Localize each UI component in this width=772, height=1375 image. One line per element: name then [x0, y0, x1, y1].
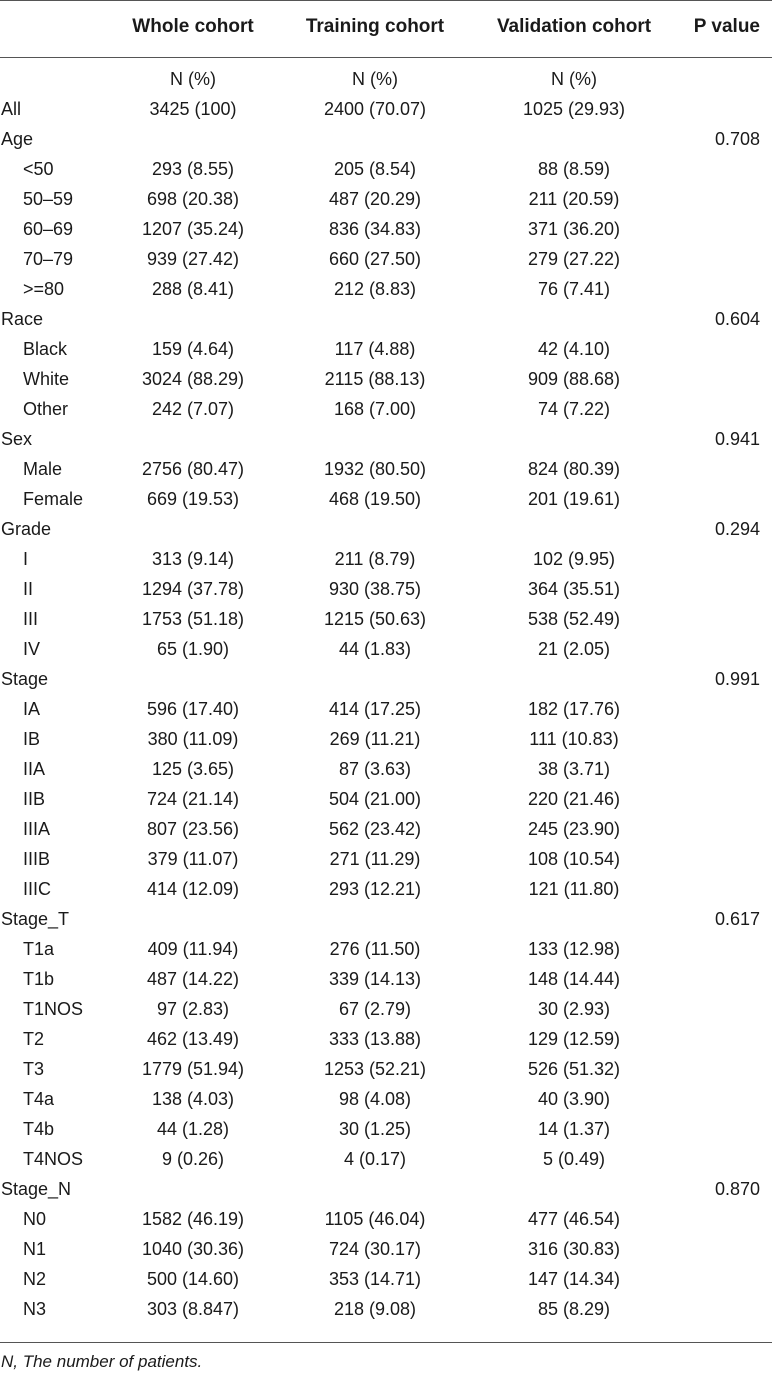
- row-label: IB: [23, 729, 41, 749]
- table-row: [0, 694, 772, 724]
- cell-whole-cohort: 1753 (51.18): [141, 609, 245, 629]
- cell-whole-cohort: 487 (14.22): [146, 969, 240, 989]
- cell-whole-cohort: 303 (8.847): [146, 1299, 240, 1319]
- cell-validation-cohort: 129 (12.59): [527, 1029, 621, 1049]
- table-row: [0, 634, 772, 664]
- table-row: [0, 424, 772, 454]
- cell-training-cohort: 487 (20.29): [328, 189, 422, 209]
- row-label: T4b: [23, 1119, 55, 1139]
- row-label: <50: [23, 159, 54, 179]
- row-label: T4a: [23, 1089, 55, 1109]
- cell-training-cohort: 44 (1.83): [338, 639, 412, 659]
- table-row: [0, 574, 772, 604]
- row-label: T4NOS: [23, 1149, 84, 1169]
- cell-training-cohort: 218 (9.08): [333, 1299, 417, 1319]
- cell-whole-cohort: 293 (8.55): [151, 159, 235, 179]
- header-validation-cohort: Validation cohort: [496, 16, 652, 37]
- cell-whole-cohort: 44 (1.28): [156, 1119, 230, 1139]
- cell-whole-cohort: 380 (11.09): [147, 729, 239, 749]
- cell-p-value: 0.708: [714, 129, 760, 149]
- table-row: [0, 844, 772, 874]
- cell-training-cohort: 205 (8.54): [333, 159, 417, 179]
- cell-whole-cohort: 409 (11.94): [147, 939, 239, 959]
- cell-validation-cohort: 371 (36.20): [527, 219, 621, 239]
- table-row: [0, 1084, 772, 1114]
- cell-whole-cohort: 1040 (30.36): [141, 1239, 245, 1259]
- cell-whole-cohort: 500 (14.60): [146, 1269, 240, 1289]
- cell-validation-cohort: 121 (11.80): [528, 879, 620, 899]
- table-row: [0, 874, 772, 904]
- table-row: [0, 394, 772, 424]
- cell-validation-cohort: 909 (88.68): [527, 369, 621, 389]
- cell-validation-cohort: 526 (51.32): [527, 1059, 621, 1079]
- table-footnote: N, The number of patients.: [1, 1352, 203, 1371]
- cell-validation-cohort: 316 (30.83): [527, 1239, 621, 1259]
- cell-whole-cohort: 3425 (100): [149, 99, 237, 119]
- table-row: [0, 1114, 772, 1144]
- cell-validation-cohort: 74 (7.22): [537, 399, 611, 419]
- cell-whole-cohort: 313 (9.14): [151, 549, 235, 569]
- table-row: [0, 604, 772, 634]
- cell-whole-cohort: 724 (21.14): [146, 789, 240, 809]
- cell-training-cohort: 276 (11.50): [329, 939, 421, 959]
- cell-training-cohort: 168 (7.00): [333, 399, 417, 419]
- table-row: [0, 784, 772, 814]
- table-row: [0, 1174, 772, 1204]
- table-row: [0, 1294, 772, 1324]
- cell-whole-cohort: 1582 (46.19): [141, 1209, 245, 1229]
- table-row: [0, 1054, 772, 1084]
- table-row: [0, 814, 772, 844]
- cell-training-cohort: 2115 (88.13): [324, 369, 426, 389]
- cell-validation-cohort: 538 (52.49): [527, 609, 621, 629]
- header-training-cohort: Training cohort: [305, 16, 445, 37]
- table-header: [0, 0, 772, 57]
- row-label: IIIB: [23, 849, 51, 869]
- cell-training-cohort: 98 (4.08): [338, 1089, 412, 1109]
- cell-training-cohort: 504 (21.00): [328, 789, 422, 809]
- cell-whole-cohort: 2756 (80.47): [141, 459, 245, 479]
- cell-training-cohort: 333 (13.88): [328, 1029, 422, 1049]
- cell-training-cohort: 293 (12.21): [328, 879, 422, 899]
- cell-whole-cohort: 1207 (35.24): [141, 219, 245, 239]
- header-whole-cohort: Whole cohort: [132, 16, 254, 37]
- cell-whole-cohort: 9 (0.26): [161, 1149, 225, 1169]
- row-label: N3: [23, 1299, 47, 1319]
- row-label: IA: [23, 699, 41, 719]
- table-row: [0, 484, 772, 514]
- row-label: Grade: [1, 519, 52, 539]
- row-label: T1NOS: [23, 999, 84, 1019]
- cell-training-cohort: 87 (3.63): [338, 759, 412, 779]
- cell-training-cohort: 211 (8.79): [334, 549, 416, 569]
- row-label: Age: [1, 129, 34, 149]
- cell-validation-cohort: 102 (9.95): [532, 549, 616, 569]
- cell-validation-cohort: 147 (14.34): [527, 1269, 621, 1289]
- cell-training-cohort: 1932 (80.50): [323, 459, 427, 479]
- cell-whole-cohort: 3024 (88.29): [141, 369, 245, 389]
- table-row: [0, 934, 772, 964]
- header-rule: [0, 57, 772, 58]
- cell-validation-cohort: 245 (23.90): [527, 819, 621, 839]
- cell-whole-cohort: 242 (7.07): [151, 399, 235, 419]
- cell-validation-cohort: 364 (35.51): [527, 579, 621, 599]
- row-label: 50–59: [23, 189, 74, 209]
- cell-training-cohort: 353 (14.71): [328, 1269, 422, 1289]
- cell-validation-cohort: 133 (12.98): [527, 939, 621, 959]
- cell-validation-cohort: N (%): [551, 69, 597, 89]
- row-label: Male: [23, 459, 63, 479]
- cell-validation-cohort: 88 (8.59): [537, 159, 611, 179]
- table-body: [0, 64, 772, 1324]
- cell-whole-cohort: 288 (8.41): [151, 279, 235, 299]
- row-label: >=80: [23, 279, 65, 299]
- row-label: T1a: [23, 939, 55, 959]
- cell-whole-cohort: 65 (1.90): [156, 639, 230, 659]
- cell-validation-cohort: 182 (17.76): [527, 699, 621, 719]
- cell-p-value: 0.617: [714, 909, 760, 929]
- cell-validation-cohort: 85 (8.29): [537, 1299, 611, 1319]
- cell-whole-cohort: 159 (4.64): [151, 339, 235, 359]
- row-label: All: [1, 99, 22, 119]
- cell-whole-cohort: 138 (4.03): [151, 1089, 235, 1109]
- cell-training-cohort: 269 (11.21): [329, 729, 421, 749]
- cell-training-cohort: N (%): [352, 69, 398, 89]
- cell-validation-cohort: 477 (46.54): [527, 1209, 621, 1229]
- cell-training-cohort: 271 (11.29): [329, 849, 421, 869]
- row-label: IIA: [23, 759, 46, 779]
- table-row: [0, 304, 772, 334]
- row-label: Black: [23, 339, 68, 359]
- row-label: Sex: [1, 429, 33, 449]
- table-row: [0, 1024, 772, 1054]
- table-row: [0, 364, 772, 394]
- cell-validation-cohort: 76 (7.41): [537, 279, 611, 299]
- table-row: [0, 124, 772, 154]
- row-label: N1: [23, 1239, 47, 1259]
- cell-whole-cohort: 596 (17.40): [146, 699, 240, 719]
- table-row: [0, 1144, 772, 1174]
- cell-validation-cohort: 201 (19.61): [527, 489, 621, 509]
- row-label: 70–79: [23, 249, 74, 269]
- cell-p-value: 0.870: [714, 1179, 760, 1199]
- row-label: N0: [23, 1209, 47, 1229]
- cell-training-cohort: 468 (19.50): [328, 489, 422, 509]
- cell-whole-cohort: 379 (11.07): [147, 849, 239, 869]
- row-label: Stage: [1, 669, 49, 689]
- table-row: [0, 184, 772, 214]
- cell-training-cohort: 2400 (70.07): [323, 99, 427, 119]
- table-row: [0, 214, 772, 244]
- row-label: II: [23, 579, 34, 599]
- cell-training-cohort: 562 (23.42): [328, 819, 422, 839]
- cell-training-cohort: 30 (1.25): [338, 1119, 412, 1139]
- cell-validation-cohort: 824 (80.39): [527, 459, 621, 479]
- row-label: IIIA: [23, 819, 51, 839]
- row-label: T3: [23, 1059, 45, 1079]
- table-row: [0, 94, 772, 124]
- cell-validation-cohort: 21 (2.05): [537, 639, 611, 659]
- cell-validation-cohort: 211 (20.59): [528, 189, 620, 209]
- row-label: T1b: [23, 969, 55, 989]
- cell-whole-cohort: 97 (2.83): [156, 999, 230, 1019]
- cell-training-cohort: 724 (30.17): [328, 1239, 422, 1259]
- cell-validation-cohort: 30 (2.93): [537, 999, 611, 1019]
- row-label: IIIC: [23, 879, 52, 899]
- cell-validation-cohort: 108 (10.54): [527, 849, 621, 869]
- table-row: [0, 244, 772, 274]
- cell-training-cohort: 930 (38.75): [328, 579, 422, 599]
- cell-training-cohort: 339 (14.13): [328, 969, 422, 989]
- row-label: IV: [23, 639, 41, 659]
- table-row: [0, 904, 772, 934]
- row-label: T2: [23, 1029, 45, 1049]
- cell-training-cohort: 836 (34.83): [328, 219, 422, 239]
- row-label: III: [23, 609, 39, 629]
- cell-training-cohort: 660 (27.50): [328, 249, 422, 269]
- table-row: [0, 1234, 772, 1264]
- cell-validation-cohort: 148 (14.44): [527, 969, 621, 989]
- row-label: N2: [23, 1269, 47, 1289]
- cell-whole-cohort: 1779 (51.94): [141, 1059, 245, 1079]
- bottom-rule: [0, 1342, 772, 1343]
- table-row: [0, 334, 772, 364]
- cell-whole-cohort: 462 (13.49): [146, 1029, 240, 1049]
- cell-whole-cohort: 669 (19.53): [146, 489, 240, 509]
- row-label: IIB: [23, 789, 46, 809]
- cell-whole-cohort: 698 (20.38): [146, 189, 240, 209]
- table-row: [0, 454, 772, 484]
- cell-whole-cohort: 125 (3.65): [151, 759, 235, 779]
- cell-training-cohort: 1253 (52.21): [323, 1059, 427, 1079]
- table-row: [0, 1264, 772, 1294]
- cell-validation-cohort: 14 (1.37): [537, 1119, 611, 1139]
- cell-validation-cohort: 40 (3.90): [537, 1089, 611, 1109]
- header-p-value: P value: [693, 16, 760, 37]
- row-label: Other: [23, 399, 69, 419]
- cell-validation-cohort: 38 (3.71): [537, 759, 611, 779]
- table-row: [0, 1204, 772, 1234]
- cell-training-cohort: 1105 (46.04): [324, 1209, 426, 1229]
- cell-p-value: 0.941: [714, 429, 760, 449]
- cell-validation-cohort: 220 (21.46): [527, 789, 621, 809]
- table-row: [0, 964, 772, 994]
- table-row: [0, 274, 772, 304]
- cell-training-cohort: 117 (4.88): [334, 339, 416, 359]
- table-row: [0, 664, 772, 694]
- row-label: 60–69: [23, 219, 74, 239]
- table-row: [0, 754, 772, 784]
- cell-training-cohort: 67 (2.79): [338, 999, 412, 1019]
- table-row: [0, 994, 772, 1024]
- cell-training-cohort: 4 (0.17): [343, 1149, 407, 1169]
- table-row: [0, 514, 772, 544]
- cell-whole-cohort: 807 (23.56): [146, 819, 240, 839]
- cell-p-value: 0.294: [714, 519, 760, 539]
- table-row: [0, 544, 772, 574]
- cell-validation-cohort: 1025 (29.93): [522, 99, 626, 119]
- cell-whole-cohort: 1294 (37.78): [141, 579, 245, 599]
- cell-validation-cohort: 279 (27.22): [527, 249, 621, 269]
- row-label: Stage_N: [1, 1179, 72, 1199]
- table-row: [0, 154, 772, 184]
- cell-whole-cohort: 939 (27.42): [146, 249, 240, 269]
- cell-training-cohort: 1215 (50.63): [323, 609, 427, 629]
- cell-p-value: 0.604: [714, 309, 760, 329]
- cell-training-cohort: 212 (8.83): [333, 279, 417, 299]
- row-label: Female: [23, 489, 84, 509]
- table-row: [0, 724, 772, 754]
- cell-whole-cohort: 414 (12.09): [146, 879, 240, 899]
- row-label: I: [23, 549, 29, 569]
- row-label: White: [23, 369, 70, 389]
- row-label: Stage_T: [1, 909, 70, 929]
- cell-whole-cohort: N (%): [170, 69, 216, 89]
- cell-validation-cohort: 42 (4.10): [537, 339, 611, 359]
- cell-validation-cohort: 111 (10.83): [529, 729, 619, 749]
- row-label: Race: [1, 309, 44, 329]
- cell-p-value: 0.991: [714, 669, 760, 689]
- table-row: [0, 64, 772, 94]
- cell-validation-cohort: 5 (0.49): [542, 1149, 606, 1169]
- cell-training-cohort: 414 (17.25): [328, 699, 422, 719]
